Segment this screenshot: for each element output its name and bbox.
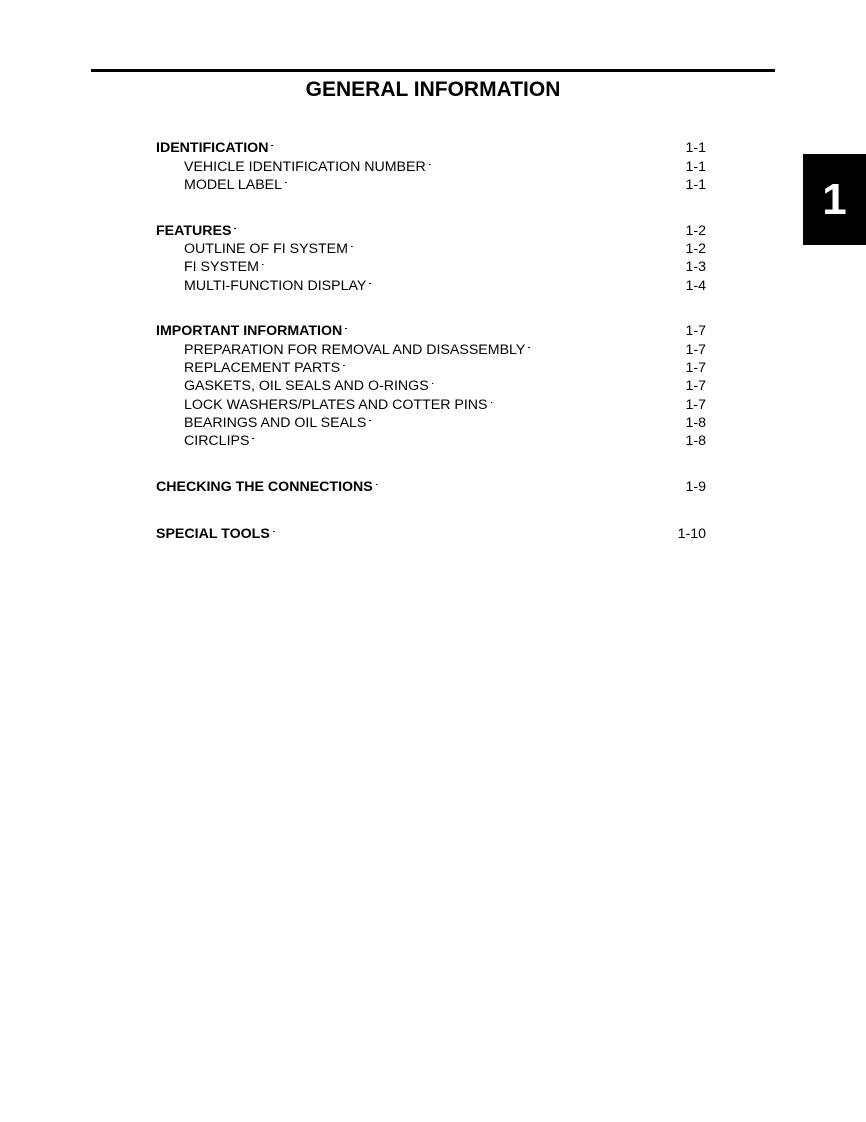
toc-entry-title: LOCK WASHERS/PLATES AND COTTER PINS [184, 396, 488, 413]
toc-entry-page: 1-1 [685, 140, 706, 157]
dot-leader [234, 216, 683, 234]
toc-entry-title: PREPARATION FOR REMOVAL AND DISASSEMBLY [184, 341, 526, 358]
dot-leader [345, 317, 683, 335]
toc-entry-page: 1-8 [685, 433, 706, 450]
toc-entry-title: CHECKING THE CONNECTIONS [156, 479, 373, 496]
toc-entry-page: 1-3 [685, 259, 706, 276]
toc-entry-page: 1-7 [685, 396, 706, 413]
toc-entry-title: BEARINGS AND OIL SEALS [184, 414, 367, 431]
toc-entry-special-tools[interactable] [156, 519, 706, 542]
toc-entry-title: GASKETS, OIL SEALS AND O-RINGS [184, 378, 429, 395]
header-rule [91, 69, 775, 72]
toc-entry-page: 1-7 [685, 341, 706, 358]
dot-leader [369, 409, 683, 427]
toc-section-identification [156, 134, 706, 193]
toc-entry-title: MODEL LABEL [184, 176, 283, 193]
toc-entry-title: FI SYSTEM [184, 259, 259, 276]
dot-leader [285, 171, 683, 189]
toc-entry-checking-connections[interactable] [156, 473, 706, 496]
toc-entry-title: REPLACEMENT PARTS [184, 359, 341, 376]
dot-leader [343, 354, 683, 372]
toc-section-special-tools [156, 519, 706, 542]
toc-entry-page: 1-10 [677, 525, 706, 542]
toc-entry-page: 1-7 [685, 359, 706, 376]
toc-entry-features[interactable] [156, 216, 706, 239]
toc-entry-page: 1-1 [685, 158, 706, 175]
toc-entry-important-information[interactable] [156, 317, 706, 340]
dot-leader [528, 335, 683, 353]
toc-subentry-outline-of-fi-system[interactable] [156, 235, 706, 257]
toc-entry-title: CIRCLIPS [184, 433, 250, 450]
toc-entry-title: SPECIAL TOOLS [156, 525, 270, 542]
dot-leader [273, 519, 676, 537]
toc-section-important-information [156, 317, 706, 450]
toc-entry-title: VEHICLE IDENTIFICATION NUMBER [184, 158, 426, 175]
dot-leader [351, 235, 684, 253]
dot-leader [491, 390, 684, 408]
toc-entry-page: 1-1 [685, 176, 706, 193]
toc-entry-page: 1-7 [685, 378, 706, 395]
toc-entry-title: OUTLINE OF FI SYSTEM [184, 240, 348, 257]
toc-entry-page: 1-7 [685, 323, 706, 340]
chapter-tab: 1 [803, 154, 866, 245]
dot-leader [369, 271, 683, 289]
dot-leader [432, 372, 684, 390]
toc-entry-page: 1-2 [685, 222, 706, 239]
toc-entry-page: 1-4 [685, 277, 706, 294]
toc-entry-title: MULTI-FUNCTION DISPLAY [184, 277, 367, 294]
toc-section-checking-connections [156, 473, 706, 496]
toc-entry-title: IDENTIFICATION [156, 140, 269, 157]
toc-entry-title: IMPORTANT INFORMATION [156, 323, 343, 340]
toc-entry-page: 1-9 [685, 479, 706, 496]
dot-leader [271, 134, 683, 152]
toc-entry-identification[interactable] [156, 134, 706, 157]
dot-leader [262, 253, 684, 271]
toc-section-features [156, 216, 706, 294]
toc-entry-page: 1-2 [685, 240, 706, 257]
dot-leader [429, 152, 684, 170]
dot-leader [252, 427, 683, 445]
toc-entry-title: FEATURES [156, 222, 232, 239]
toc-entry-page: 1-8 [685, 414, 706, 431]
table-of-contents [156, 134, 706, 542]
dot-leader [376, 473, 684, 491]
page-title: GENERAL INFORMATION [305, 78, 561, 101]
